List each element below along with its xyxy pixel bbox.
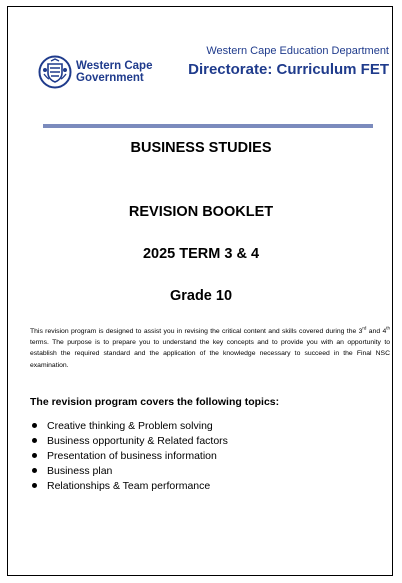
topic-label: Relationships & Team performance — [47, 479, 211, 492]
government-logo — [38, 55, 152, 89]
bullet-icon — [32, 423, 37, 428]
topic-label: Business opportunity & Related factors — [47, 434, 228, 447]
logo-text — [76, 60, 152, 84]
intro-text-1: This revision program is designed to assist you in revising the critical content and skills covered during the 3 — [30, 328, 363, 335]
grade-title: Grade 10 — [169, 288, 233, 304]
directorate-title: Directorate: Curriculum FET — [188, 61, 389, 78]
term-title: 2025 TERM 3 & 4 — [142, 246, 260, 262]
topics-heading: The revision program covers the following topics: — [30, 396, 280, 408]
bullet-icon — [32, 438, 37, 443]
intro-sup-1: rd — [362, 325, 367, 331]
topic-item — [30, 463, 228, 478]
topic-item — [30, 448, 228, 463]
bullet-icon — [32, 468, 37, 473]
department-name: Western Cape Education Department — [206, 45, 389, 57]
intro-text-2: and 4 — [366, 328, 387, 335]
bullet-icon — [32, 483, 37, 488]
topic-item — [30, 433, 228, 448]
topic-item — [30, 418, 228, 433]
intro-sup-2: th — [386, 325, 390, 331]
topic-item — [30, 478, 228, 493]
topic-label: Presentation of business information — [47, 449, 217, 462]
divider-rule — [43, 124, 373, 128]
intro-text-3: terms. The purpose is to prepare you to understand the key concepts and to provide you with an opportunity to establish the required standard and the application of the knowledge necessary to succeed in the Final NSC examination. — [30, 339, 390, 369]
booklet-title: REVISION BOOKLET — [128, 204, 274, 220]
topic-label: Creative thinking & Problem solving — [47, 419, 213, 432]
subject-title: BUSINESS STUDIES — [130, 140, 272, 156]
intro-paragraph — [30, 326, 390, 371]
logo-line-2: Government — [76, 72, 144, 84]
topics-list — [30, 418, 228, 493]
department-header — [188, 44, 389, 80]
crest-icon — [38, 55, 72, 89]
topic-label: Business plan — [47, 464, 113, 477]
logo-line-1: Western Cape — [76, 60, 153, 72]
bullet-icon — [32, 453, 37, 458]
